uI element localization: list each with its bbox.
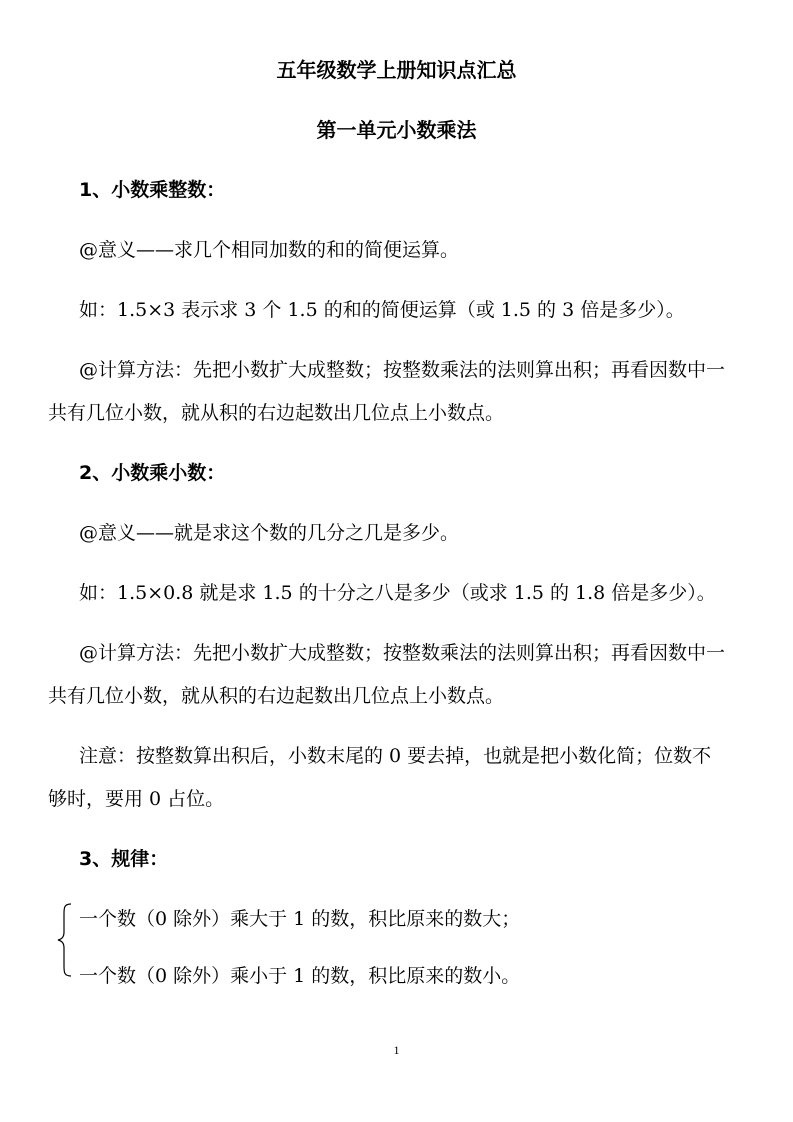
section-2-method-line2: 共有几位小数，就从积的右边起数出几位点上小数点。 — [48, 685, 505, 707]
unit-title: 第一单元小数乘法 — [316, 118, 477, 142]
document-title: 五年级数学上册知识点汇总 — [276, 58, 517, 82]
section-1-method-line1: @计算方法：先把小数扩大成整数；按整数乘法的法则算出积；再看因数中一 — [79, 359, 726, 381]
section-2-meaning: @意义——就是求这个数的几分之几是多少。 — [79, 522, 460, 544]
section-2-method-line1: @计算方法：先把小数扩大成整数；按整数乘法的法则算出积；再看因数中一 — [79, 642, 726, 664]
section-1-example: 如：1.5×3 表示求 3 个 1.5 的和的简便运算（或 1.5 的 3 倍是多少）。 — [79, 299, 685, 321]
section-2-note-line1: 注意：按整数算出积后，小数末尾的 0 要去掉，也就是把小数化简；位数不 — [79, 745, 712, 767]
section-2-example: 如：1.5×0.8 就是求 1.5 的十分之八是多少（或求 1.5 的 1.8 倍是多少）。 — [79, 582, 716, 604]
section-2-note-line2: 够时，要用 0 占位。 — [48, 788, 225, 810]
section-2-heading: 2、小数乘小数： — [79, 462, 226, 484]
section-1-method-line2: 共有几位小数，就从积的右边起数出几位点上小数点。 — [48, 402, 505, 424]
rule-2: 一个数（0 除外）乘小于 1 的数，积比原来的数小。 — [79, 965, 521, 987]
left-brace-icon — [56, 902, 76, 978]
section-1-heading: 1、小数乘整数： — [79, 179, 226, 201]
rule-1: 一个数（0 除外）乘大于 1 的数，积比原来的数大； — [79, 908, 521, 930]
section-3-heading: 3、规律： — [79, 848, 169, 870]
section-1-meaning: @意义——求几个相同加数的和的简便运算。 — [79, 239, 460, 261]
page-number: 1 — [393, 1043, 400, 1057]
